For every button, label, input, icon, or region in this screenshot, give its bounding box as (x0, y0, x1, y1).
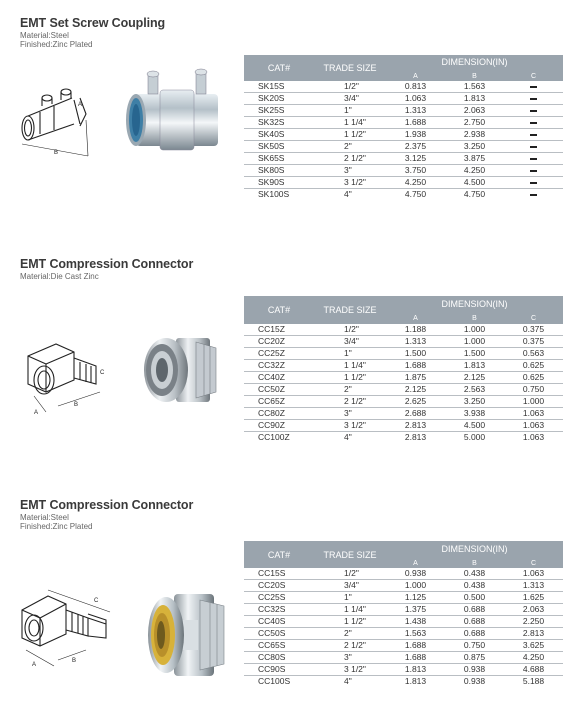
cell-cat: CC20Z (244, 336, 314, 348)
col-header-c: C (530, 559, 537, 567)
table-row (244, 664, 563, 676)
cell-dim-a: 4.250 (386, 177, 445, 189)
cell-dim-c: 0.563 (504, 348, 563, 360)
cell-dim-c: 1.063 (504, 568, 563, 580)
table-body (244, 568, 563, 687)
col-header-dimension (386, 541, 563, 568)
cell-dim-c: 1.063 (504, 420, 563, 432)
cell-dim-b: 0.438 (445, 568, 504, 580)
col-header-trade-size: TRADE SIZE (314, 541, 386, 568)
cell-trade-size: 2 1/2" (314, 640, 386, 652)
cell-trade-size: 4" (344, 189, 352, 199)
cell-dim-b: 2.563 (445, 384, 504, 396)
cell-dim-a: 0.938 (386, 568, 445, 580)
dim-label-b: B (72, 658, 77, 664)
col-header-cat: CAT# (244, 541, 314, 568)
table-row (244, 676, 563, 688)
table-row (244, 628, 563, 640)
cell-dim-a: 2.375 (386, 141, 445, 153)
cell-dim-a: 1.875 (386, 372, 445, 384)
dimension-label: DIMENSION(IN) (441, 57, 508, 67)
table-row (244, 592, 563, 604)
cell-cat: SK20S (244, 93, 314, 105)
dim-label-c: C (100, 370, 105, 376)
cell-cat: CC32Z (244, 360, 314, 372)
cell-trade-size: 1" (314, 592, 386, 604)
col-header-trade-size: TRADE SIZE (314, 55, 386, 81)
cell-trade-size: 3/4" (314, 93, 386, 105)
cell-dim-b: 1.563 (445, 81, 504, 93)
table-row (244, 616, 563, 628)
cell-trade-size: 1/2" (314, 568, 386, 580)
cell-dim-a: 3.750 (386, 165, 445, 177)
cell-trade-size: 2" (314, 628, 386, 640)
cell-cat: CC50Z (244, 384, 314, 396)
col-header-c: C (530, 315, 537, 322)
cell-dim-a: 1.688 (386, 652, 445, 664)
cell-dim-c: 2.250 (504, 616, 563, 628)
cell-trade-size: 3 1/2" (314, 664, 386, 676)
dimension-label: DIMENSION(IN) (441, 299, 508, 309)
cell-dim-c: 1.063 (504, 408, 563, 420)
cell-dim-b: 0.438 (445, 580, 504, 592)
cell-cat: SK15S (244, 81, 314, 93)
cell-dim-c: 0.625 (504, 372, 563, 384)
cell-trade-size: 1" (314, 105, 386, 117)
cell-cat: SK80S (244, 165, 314, 177)
cell-dim-c: 0.750 (504, 384, 563, 396)
cell-dim-c: 0.375 (504, 336, 563, 348)
cell-dim-a: 2.688 (386, 408, 445, 420)
col-header-cat: CAT# (244, 55, 314, 81)
cell-cat: SK50S (244, 141, 314, 153)
cell-cat: CC80S (244, 652, 314, 664)
cell-cat: CC65Z (244, 396, 314, 408)
cell-dim-b: 2.125 (445, 372, 504, 384)
cell-trade-size: 1 1/4" (314, 360, 386, 372)
cell-dim-a: 1.500 (386, 348, 445, 360)
cell-cat: CC25S (244, 592, 314, 604)
cell-trade-size: 3" (314, 652, 386, 664)
cell-dim-a: 3.125 (386, 153, 445, 165)
cell-dim-a: 1.563 (386, 628, 445, 640)
cell-dim-c: 1.313 (504, 580, 563, 592)
cell-trade-size: 1" (314, 348, 386, 360)
cell-cat: CC90Z (244, 420, 314, 432)
cell-trade-size: 3/4" (314, 336, 386, 348)
cell-dim-b: 0.750 (445, 640, 504, 652)
cell-trade-size: 2 1/2" (314, 153, 386, 165)
cell-cat: CC90S (244, 664, 314, 676)
cell-dim-b: 0.938 (463, 676, 486, 686)
col-header-a: A (413, 559, 418, 567)
cell-cat: CC15Z (244, 324, 314, 336)
cell-dim-a: 1.813 (404, 676, 427, 686)
cell-dim-c: 4.250 (504, 652, 563, 664)
cell-dim-b: 1.000 (445, 336, 504, 348)
cell-dim-a: 1.188 (386, 324, 445, 336)
cell-dim-b: 3.875 (445, 153, 504, 165)
finish-text: Finished:Zinc Plated (20, 522, 93, 531)
cell-dim-a: 1.813 (386, 664, 445, 676)
steel-connector-line-drawing (14, 580, 118, 670)
cell-trade-size: 1 1/4" (314, 604, 386, 616)
cell-trade-size: 3/4" (314, 580, 386, 592)
cell-dim-a: 1.313 (386, 105, 445, 117)
cell-dim-b: 4.500 (445, 177, 504, 189)
cell-dim-c: 3.625 (504, 640, 563, 652)
cell-dim-a: 4.750 (404, 189, 427, 199)
cell-dim-b: 1.000 (445, 324, 504, 336)
cell-dim-c: 1.000 (504, 396, 563, 408)
cell-dim-c: 1.625 (504, 592, 563, 604)
cell-dim-b: 0.875 (445, 652, 504, 664)
cell-trade-size: 3 1/2" (314, 420, 386, 432)
col-header-a: A (413, 315, 418, 322)
material-text: Material:Die Cast Zinc (20, 272, 99, 281)
cell-cat: CC100Z (258, 432, 290, 442)
section-title: EMT Compression Connector (20, 498, 194, 512)
cell-trade-size: 2" (314, 141, 386, 153)
dim-label-b: B (54, 150, 59, 156)
dim-label-a: A (34, 410, 39, 416)
cell-dim-b: 0.938 (445, 664, 504, 676)
cell-dim-c: 0.625 (504, 360, 563, 372)
cell-dim-b: 3.250 (445, 141, 504, 153)
cell-cat: SK90S (244, 177, 314, 189)
table-row (244, 640, 563, 652)
cell-dim-a: 2.813 (404, 432, 427, 442)
cell-dim-c: 1.063 (522, 432, 545, 442)
dim-label-a: A (32, 662, 37, 668)
cell-cat: CC50S (244, 628, 314, 640)
cell-trade-size: 1 1/2" (314, 616, 386, 628)
cell-trade-size: 3 1/2" (314, 177, 386, 189)
material-text: Material:Steel (20, 513, 69, 522)
col-header-c: C (530, 73, 537, 80)
cell-trade-size: 2" (314, 384, 386, 396)
cell-dim-b: 4.750 (463, 189, 486, 199)
col-header-cat: CAT# (244, 296, 314, 324)
cell-cat: CC40S (244, 616, 314, 628)
cell-dim-b: 5.000 (463, 432, 486, 442)
cell-dim-b: 2.938 (445, 129, 504, 141)
cell-trade-size: 2 1/2" (314, 396, 386, 408)
cell-dim-b: 1.813 (445, 93, 504, 105)
cell-cat: CC32S (244, 604, 314, 616)
cell-dim-a: 2.625 (386, 396, 445, 408)
cell-dim-a: 1.688 (386, 360, 445, 372)
cell-trade-size: 1 1/2" (314, 372, 386, 384)
table-row (244, 580, 563, 592)
dim-label-b: B (74, 402, 79, 408)
cell-trade-size: 4" (344, 676, 352, 686)
cell-trade-size: 4" (344, 432, 352, 442)
cell-dim-b: 0.688 (445, 616, 504, 628)
cell-dim-b: 4.250 (445, 165, 504, 177)
cell-dim-a: 2.813 (386, 420, 445, 432)
cell-dim-b: 0.688 (445, 628, 504, 640)
cell-dim-c: 2.813 (504, 628, 563, 640)
cell-dim-b: 4.500 (445, 420, 504, 432)
cell-dim-a: 1.313 (386, 336, 445, 348)
cell-dim-b: 2.750 (445, 117, 504, 129)
cell-cat: CC65S (244, 640, 314, 652)
material-text: Material:Steel (20, 31, 69, 40)
dim-label-c: C (94, 598, 99, 604)
cell-cat: SK25S (244, 105, 314, 117)
cell-dim-b: 0.500 (445, 592, 504, 604)
cell-dim-b: 0.688 (445, 604, 504, 616)
cell-dim-a: 1.063 (386, 93, 445, 105)
cell-cat: SK100S (258, 189, 290, 199)
cell-cat: CC25Z (244, 348, 314, 360)
cell-dim-a: 1.375 (386, 604, 445, 616)
cell-cat: CC100S (258, 676, 291, 686)
col-header-b: B (472, 315, 477, 322)
cell-trade-size: 1 1/4" (314, 117, 386, 129)
section-title: EMT Set Screw Coupling (20, 16, 166, 30)
table-row (244, 604, 563, 616)
cell-dim-b: 1.813 (445, 360, 504, 372)
dim-label-a: A (78, 102, 83, 108)
col-header-trade-size: TRADE SIZE (314, 296, 386, 324)
col-header-a: A (413, 73, 418, 80)
cell-dim-a: 1.938 (386, 129, 445, 141)
cell-trade-size: 1 1/2" (314, 129, 386, 141)
cell-trade-size: 3" (314, 408, 386, 420)
cell-cat: CC20S (244, 580, 314, 592)
col-header-b: B (472, 73, 477, 80)
cell-dim-a: 1.438 (386, 616, 445, 628)
cell-dim-b: 3.250 (445, 396, 504, 408)
cell-dim-b: 1.500 (445, 348, 504, 360)
cell-cat: CC40Z (244, 372, 314, 384)
cell-dim-c: 5.188 (522, 676, 545, 686)
cell-dim-a: 0.813 (386, 81, 445, 93)
cell-cat: SK32S (244, 117, 314, 129)
cell-dim-c: 0.375 (504, 324, 563, 336)
cell-dim-a: 1.000 (386, 580, 445, 592)
cell-cat: CC15S (244, 568, 314, 580)
cell-trade-size: 1/2" (314, 324, 386, 336)
cell-dim-a: 2.125 (386, 384, 445, 396)
col-header-b: B (472, 559, 477, 567)
steel-connector-product-photo (140, 580, 230, 690)
cell-dim-c: 4.688 (504, 664, 563, 676)
table-row (244, 652, 563, 664)
cell-dim-a: 1.125 (386, 592, 445, 604)
cell-cat: SK40S (244, 129, 314, 141)
cell-dim-b: 2.063 (445, 105, 504, 117)
cell-trade-size: 1/2" (314, 81, 386, 93)
cell-dim-a: 1.688 (386, 117, 445, 129)
table-row (244, 568, 563, 580)
section-title: EMT Compression Connector (20, 257, 194, 271)
cell-cat: CC80Z (244, 408, 314, 420)
dimension-label: DIMENSION(IN) (441, 543, 508, 554)
cell-trade-size: 3" (314, 165, 386, 177)
finish-text: Finished:Zinc Plated (20, 40, 93, 49)
cell-dim-a: 1.688 (386, 640, 445, 652)
cell-cat: SK65S (244, 153, 314, 165)
cell-dim-c: 2.063 (504, 604, 563, 616)
spec-table (244, 541, 563, 687)
cell-dim-b: 3.938 (445, 408, 504, 420)
